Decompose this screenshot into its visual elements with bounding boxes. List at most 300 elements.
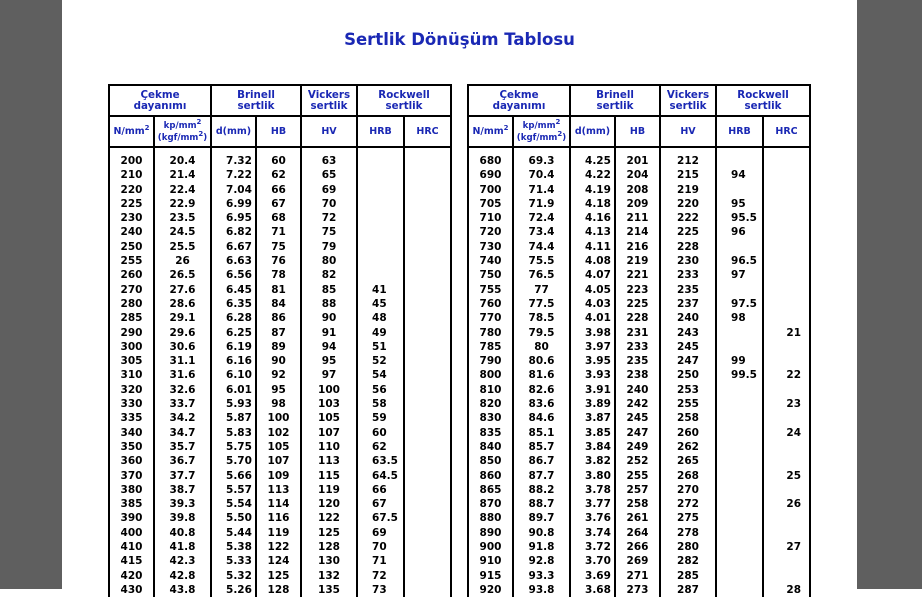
spacer-cell [154, 147, 211, 154]
cell-kpmm: 25.5 [154, 240, 211, 254]
cell-d: 6.56 [211, 268, 256, 282]
cell-kpmm: 39.8 [154, 511, 211, 525]
cell-hrb [716, 454, 763, 468]
cell-hb: 76 [256, 254, 301, 268]
cell-hv: 265 [660, 454, 716, 468]
cell-nmm: 880 [468, 511, 513, 525]
cell-hrc [404, 469, 451, 483]
table-row [468, 540, 810, 554]
cell-hv: 280 [660, 540, 716, 554]
cell-nmm: 830 [468, 411, 513, 425]
cell-hrc [763, 511, 810, 525]
spacer-cell [301, 147, 357, 154]
cell-kpmm: 30.6 [154, 340, 211, 354]
cell-hb: 209 [615, 197, 660, 211]
cell-hb: 95 [256, 383, 301, 397]
cell-nmm: 350 [109, 440, 154, 454]
cell-hv: 97 [301, 368, 357, 382]
cell-kpmm: 91.8 [513, 540, 570, 554]
cell-hrb [716, 154, 763, 168]
cell-nmm: 260 [109, 268, 154, 282]
cell-kpmm: 88.2 [513, 483, 570, 497]
cell-d: 6.45 [211, 283, 256, 297]
cell-hb: 86 [256, 311, 301, 325]
cell-d: 5.70 [211, 454, 256, 468]
cell-hrc [763, 526, 810, 540]
cell-d: 6.16 [211, 354, 256, 368]
cell-hb: 219 [615, 254, 660, 268]
cell-d: 7.32 [211, 154, 256, 168]
cell-d: 7.22 [211, 168, 256, 182]
cell-hrb: 97.5 [716, 297, 763, 311]
cell-nmm: 330 [109, 397, 154, 411]
cell-nmm: 285 [109, 311, 154, 325]
table-row [468, 197, 810, 211]
cell-kpmm: 77 [513, 283, 570, 297]
cell-hv: 220 [660, 197, 716, 211]
table-row [109, 326, 451, 340]
cell-nmm: 230 [109, 211, 154, 225]
cell-hrc [404, 569, 451, 583]
cell-d: 3.76 [570, 511, 615, 525]
header-kpmm: $kp/mm^2$ $(kgf/mm^2)$ [513, 116, 570, 147]
cell-d: 3.68 [570, 583, 615, 597]
cell-hb: 214 [615, 225, 660, 239]
cell-kpmm: 34.7 [154, 426, 211, 440]
cell-d: 4.18 [570, 197, 615, 211]
cell-kpmm: 20.4 [154, 154, 211, 168]
cell-hb: 235 [615, 354, 660, 368]
cell-d: 3.74 [570, 526, 615, 540]
cell-hrc [763, 354, 810, 368]
cell-kpmm: 85.7 [513, 440, 570, 454]
cell-d: 3.70 [570, 554, 615, 568]
cell-nmm: 690 [468, 168, 513, 182]
cell-hv: 90 [301, 311, 357, 325]
cell-hrc [763, 311, 810, 325]
cell-kpmm: 73.4 [513, 225, 570, 239]
table-row [468, 297, 810, 311]
cell-nmm: 300 [109, 340, 154, 354]
cell-d: 6.35 [211, 297, 256, 311]
cell-kpmm: 21.4 [154, 168, 211, 182]
cell-hv: 222 [660, 211, 716, 225]
table-row [468, 583, 810, 597]
cell-nmm: 720 [468, 225, 513, 239]
table-row [109, 383, 451, 397]
cell-hv: 243 [660, 326, 716, 340]
cell-nmm: 785 [468, 340, 513, 354]
cell-d: 6.95 [211, 211, 256, 225]
cell-d: 3.72 [570, 540, 615, 554]
table-row [109, 311, 451, 325]
table-row [109, 469, 451, 483]
cell-hb: 204 [615, 168, 660, 182]
cell-hv: 85 [301, 283, 357, 297]
cell-hrc [404, 254, 451, 268]
cell-kpmm: 78.5 [513, 311, 570, 325]
spacer-cell [468, 147, 513, 154]
cell-kpmm: 32.6 [154, 383, 211, 397]
cell-hrb [716, 340, 763, 354]
spacer-cell [763, 147, 810, 154]
cell-hrb [716, 483, 763, 497]
cell-hv: 270 [660, 483, 716, 497]
cell-hv: 82 [301, 268, 357, 282]
cell-hb: 107 [256, 454, 301, 468]
table-row [468, 183, 810, 197]
header-nmm: $N/mm^2$ [109, 116, 154, 147]
cell-d: 4.11 [570, 240, 615, 254]
cell-hrc [404, 154, 451, 168]
cell-hv: 278 [660, 526, 716, 540]
spacer-cell [211, 147, 256, 154]
cell-hb: 216 [615, 240, 660, 254]
cell-hb: 98 [256, 397, 301, 411]
cell-nmm: 200 [109, 154, 154, 168]
cell-kpmm: 26 [154, 254, 211, 268]
cell-hb: 208 [615, 183, 660, 197]
header-d: d(mm) [570, 116, 615, 147]
cell-hb: 114 [256, 497, 301, 511]
cell-hrb: 62 [357, 440, 404, 454]
cell-hv: 275 [660, 511, 716, 525]
cell-d: 3.69 [570, 569, 615, 583]
cell-d: 5.57 [211, 483, 256, 497]
cell-hrc [404, 168, 451, 182]
cell-hv: 260 [660, 426, 716, 440]
table-row [109, 268, 451, 282]
table-row [109, 225, 451, 239]
cell-hb: 68 [256, 211, 301, 225]
cell-hb: 255 [615, 469, 660, 483]
cell-kpmm: 81.6 [513, 368, 570, 382]
cell-hv: 100 [301, 383, 357, 397]
cell-hb: 225 [615, 297, 660, 311]
table-row [109, 254, 451, 268]
cell-d: 3.97 [570, 340, 615, 354]
cell-hrc [404, 297, 451, 311]
table-row [468, 240, 810, 254]
cell-kpmm: 39.3 [154, 497, 211, 511]
cell-nmm: 850 [468, 454, 513, 468]
cell-nmm: 225 [109, 197, 154, 211]
cell-hb: 233 [615, 340, 660, 354]
cell-hrc [763, 254, 810, 268]
cell-hb: 105 [256, 440, 301, 454]
table-row [468, 426, 810, 440]
cell-hv: 91 [301, 326, 357, 340]
cell-hv: 65 [301, 168, 357, 182]
table-row [109, 211, 451, 225]
cell-hrc [404, 411, 451, 425]
cell-kpmm: 42.8 [154, 569, 211, 583]
cell-hrc [763, 154, 810, 168]
table-row [109, 168, 451, 182]
table-row [109, 354, 451, 368]
cell-kpmm: 37.7 [154, 469, 211, 483]
cell-hrb: 71 [357, 554, 404, 568]
table-row [468, 483, 810, 497]
cell-nmm: 415 [109, 554, 154, 568]
cell-hrc [404, 268, 451, 282]
cell-nmm: 835 [468, 426, 513, 440]
cell-nmm: 920 [468, 583, 513, 597]
cell-hb: 60 [256, 154, 301, 168]
cell-hrb [357, 240, 404, 254]
cell-d: 3.80 [570, 469, 615, 483]
header-d: d(mm) [211, 116, 256, 147]
table-row [468, 268, 810, 282]
cell-hb: 122 [256, 540, 301, 554]
table-row [109, 240, 451, 254]
cell-nmm: 800 [468, 368, 513, 382]
cell-hv: 110 [301, 440, 357, 454]
cell-kpmm: 77.5 [513, 297, 570, 311]
cell-hv: 282 [660, 554, 716, 568]
cell-hrc: 23 [763, 397, 810, 411]
cell-hrb: 59 [357, 411, 404, 425]
header-vickers: Vickers sertlik [301, 85, 357, 116]
cell-nmm: 910 [468, 554, 513, 568]
cell-hrb [716, 497, 763, 511]
cell-hv: 228 [660, 240, 716, 254]
cell-hv: 225 [660, 225, 716, 239]
cell-hv: 88 [301, 297, 357, 311]
cell-hv: 75 [301, 225, 357, 239]
cell-hrb: 99 [716, 354, 763, 368]
header-nmm: $N/mm^2$ [468, 116, 513, 147]
cell-hb: 71 [256, 225, 301, 239]
header-brinell: Brinell sertlik [211, 85, 301, 116]
cell-kpmm: 89.7 [513, 511, 570, 525]
header-cekme: Çekme dayanımı [109, 85, 211, 116]
cell-hrc [404, 326, 451, 340]
header-kpmm: $kp/mm^2$ $(kgf/mm^2)$ [154, 116, 211, 147]
cell-hb: 128 [256, 583, 301, 597]
cell-hrb [716, 397, 763, 411]
cell-d: 3.89 [570, 397, 615, 411]
cell-hv: 105 [301, 411, 357, 425]
cell-d: 5.44 [211, 526, 256, 540]
cell-hrc: 27 [763, 540, 810, 554]
cell-hrb [716, 283, 763, 297]
cell-hrc: 22 [763, 368, 810, 382]
cell-d: 5.83 [211, 426, 256, 440]
cell-hb: 78 [256, 268, 301, 282]
cell-d: 4.01 [570, 311, 615, 325]
cell-hb: 211 [615, 211, 660, 225]
cell-kpmm: 69.3 [513, 154, 570, 168]
cell-hrc [763, 411, 810, 425]
cell-hrc [763, 454, 810, 468]
table-row [109, 454, 451, 468]
spacer-cell [716, 147, 763, 154]
spacer-cell [109, 147, 154, 154]
cell-hb: 266 [615, 540, 660, 554]
cell-hrc [404, 311, 451, 325]
cell-d: 7.04 [211, 183, 256, 197]
cell-hrb: 69 [357, 526, 404, 540]
cell-hb: 119 [256, 526, 301, 540]
cell-hv: 72 [301, 211, 357, 225]
cell-nmm: 255 [109, 254, 154, 268]
cell-hb: 271 [615, 569, 660, 583]
cell-d: 6.67 [211, 240, 256, 254]
cell-hrc [404, 583, 451, 597]
cell-hrb [716, 440, 763, 454]
header-brinell: Brinell sertlik [570, 85, 660, 116]
cell-hv: 245 [660, 340, 716, 354]
cell-hrc [763, 383, 810, 397]
cell-hb: 252 [615, 454, 660, 468]
cell-hrb [357, 211, 404, 225]
header-hb: HB [615, 116, 660, 147]
cell-d: 3.85 [570, 426, 615, 440]
cell-d: 5.33 [211, 554, 256, 568]
cell-hb: 228 [615, 311, 660, 325]
cell-d: 4.13 [570, 225, 615, 239]
cell-hv: 215 [660, 168, 716, 182]
cell-hrb: 99.5 [716, 368, 763, 382]
cell-hrb: 67.5 [357, 511, 404, 525]
cell-hb: 87 [256, 326, 301, 340]
cell-hrc [404, 197, 451, 211]
table-row [109, 368, 451, 382]
cell-hb: 273 [615, 583, 660, 597]
cell-hrc [763, 440, 810, 454]
cell-kpmm: 26.5 [154, 268, 211, 282]
header-hrc: HRC [404, 116, 451, 147]
table-row [109, 183, 451, 197]
cell-hrc [763, 197, 810, 211]
cell-kpmm: 33.7 [154, 397, 211, 411]
cell-kpmm: 27.6 [154, 283, 211, 297]
table-row [468, 154, 810, 168]
cell-kpmm: 86.7 [513, 454, 570, 468]
cell-hrc [763, 483, 810, 497]
table-row [109, 411, 451, 425]
cell-hb: 242 [615, 397, 660, 411]
cell-kpmm: 93.3 [513, 569, 570, 583]
cell-hb: 66 [256, 183, 301, 197]
table-row [468, 283, 810, 297]
cell-d: 6.99 [211, 197, 256, 211]
cell-hb: 269 [615, 554, 660, 568]
header-cekme: Çekme dayanımı [468, 85, 570, 116]
cell-hrc [763, 211, 810, 225]
table-row [468, 168, 810, 182]
spacer-cell [256, 147, 301, 154]
cell-hrb [716, 583, 763, 597]
cell-hrb: 98 [716, 311, 763, 325]
cell-nmm: 680 [468, 154, 513, 168]
table-row [109, 297, 451, 311]
cell-hrc [404, 340, 451, 354]
cell-d: 5.75 [211, 440, 256, 454]
cell-hb: 238 [615, 368, 660, 382]
header-hrb: HRB [357, 116, 404, 147]
cell-hrc [763, 168, 810, 182]
cell-hrb: 72 [357, 569, 404, 583]
cell-kpmm: 80 [513, 340, 570, 354]
cell-hrc [763, 268, 810, 282]
cell-hrb [716, 554, 763, 568]
cell-hrb [716, 183, 763, 197]
cell-d: 5.66 [211, 469, 256, 483]
cell-hrc [404, 183, 451, 197]
cell-hrc [404, 240, 451, 254]
table-row [468, 397, 810, 411]
cell-kpmm: 28.6 [154, 297, 211, 311]
cell-hb: 84 [256, 297, 301, 311]
cell-hv: 287 [660, 583, 716, 597]
table-row [109, 540, 451, 554]
cell-hrc [763, 283, 810, 297]
cell-hb: 75 [256, 240, 301, 254]
cell-hb: 223 [615, 283, 660, 297]
cell-hv: 219 [660, 183, 716, 197]
cell-nmm: 890 [468, 526, 513, 540]
cell-hv: 237 [660, 297, 716, 311]
cell-d: 4.16 [570, 211, 615, 225]
cell-hv: 103 [301, 397, 357, 411]
cell-hrb: 94 [716, 168, 763, 182]
cell-d: 4.07 [570, 268, 615, 282]
cell-hb: 89 [256, 340, 301, 354]
cell-hrc [763, 569, 810, 583]
cell-hb: 81 [256, 283, 301, 297]
table-row [468, 311, 810, 325]
table-row [109, 526, 451, 540]
cell-nmm: 250 [109, 240, 154, 254]
cell-nmm: 420 [109, 569, 154, 583]
cell-hrb [357, 268, 404, 282]
table-row [468, 326, 810, 340]
cell-kpmm: 43.8 [154, 583, 211, 597]
cell-hv: 247 [660, 354, 716, 368]
cell-hb: 245 [615, 411, 660, 425]
cell-hrb: 64.5 [357, 469, 404, 483]
cell-kpmm: 23.5 [154, 211, 211, 225]
cell-nmm: 210 [109, 168, 154, 182]
cell-hrb [357, 168, 404, 182]
cell-hrc [763, 297, 810, 311]
spacer-row [109, 147, 451, 154]
cell-kpmm: 88.7 [513, 497, 570, 511]
spacer-row [468, 147, 810, 154]
cell-hrc [404, 526, 451, 540]
cell-d: 6.28 [211, 311, 256, 325]
cell-nmm: 310 [109, 368, 154, 382]
cell-hb: 125 [256, 569, 301, 583]
cell-nmm: 760 [468, 297, 513, 311]
cell-hb: 113 [256, 483, 301, 497]
cell-hv: 120 [301, 497, 357, 511]
cell-hrb: 73 [357, 583, 404, 597]
cell-hrc [763, 183, 810, 197]
cell-hv: 80 [301, 254, 357, 268]
cell-hv: 107 [301, 426, 357, 440]
table-row [109, 511, 451, 525]
cell-hb: 261 [615, 511, 660, 525]
cell-nmm: 780 [468, 326, 513, 340]
cell-hrc [763, 554, 810, 568]
cell-hb: 264 [615, 526, 660, 540]
table-row [468, 254, 810, 268]
cell-kpmm: 41.8 [154, 540, 211, 554]
cell-d: 3.87 [570, 411, 615, 425]
